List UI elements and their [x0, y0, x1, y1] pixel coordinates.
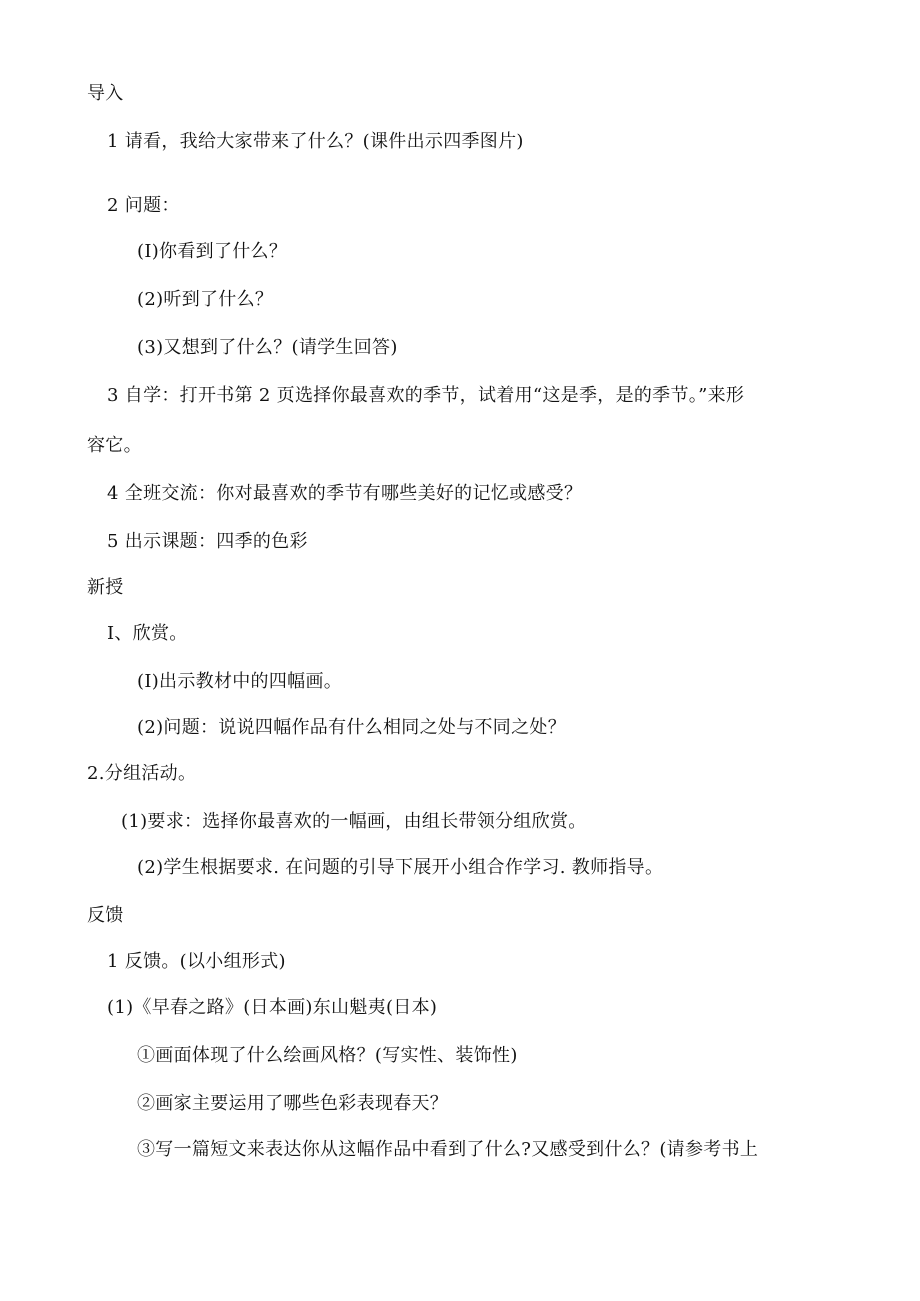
text-line: 2 问题： [107, 195, 180, 216]
text-line: (3)又想到了什么？(请学生回答) [137, 337, 398, 358]
text-line: (1)《早春之路》(日本画)东山魁夷(日本) [107, 997, 438, 1018]
text-line: (2)学生根据要求. 在问题的引导下展开小组合作学习. 教师指导。 [137, 857, 664, 878]
text-line: (1)要求：选择你最喜欢的一幅画，由组长带领分组欣赏。 [121, 811, 587, 832]
text-line: I、欣赏。 [107, 623, 188, 644]
text-line: ①画面体现了什么绘画风格？(写实性、装饰性) [137, 1045, 518, 1066]
text-line: 5 出示课题：四季的色彩 [107, 531, 308, 552]
text-line-continuation: 容它。 [87, 435, 142, 456]
section-heading-feedback: 反馈 [87, 905, 124, 926]
section-heading-intro: 导入 [87, 83, 124, 104]
text-line: (I)你看到了什么？ [137, 241, 288, 262]
text-line: (2)听到了什么？ [137, 289, 274, 310]
text-line: ②画家主要运用了哪些色彩表现春天？ [137, 1093, 449, 1114]
text-line: 1 请看，我给大家带来了什么？(课件出示四季图片) [107, 131, 524, 152]
text-line: 1 反馈。(以小组形式) [107, 951, 286, 972]
text-line: (I)出示教材中的四幅画。 [137, 671, 343, 692]
text-line: ③写一篇短文来表达你从这幅作品中看到了什么?又感受到什么？(请参考书上 [137, 1139, 759, 1160]
text-line: 4 全班交流：你对最喜欢的季节有哪些美好的记忆或感受？ [107, 483, 583, 504]
section-heading-new: 新授 [87, 577, 124, 598]
text-line: 3 自学：打开书第 2 页选择你最喜欢的季节，试着用“这是季，是的季节。”来形 [107, 385, 745, 406]
text-line: (2)问题：说说四幅作品有什么相同之处与不同之处？ [137, 717, 566, 738]
text-line: 2.分组活动。 [87, 763, 197, 784]
